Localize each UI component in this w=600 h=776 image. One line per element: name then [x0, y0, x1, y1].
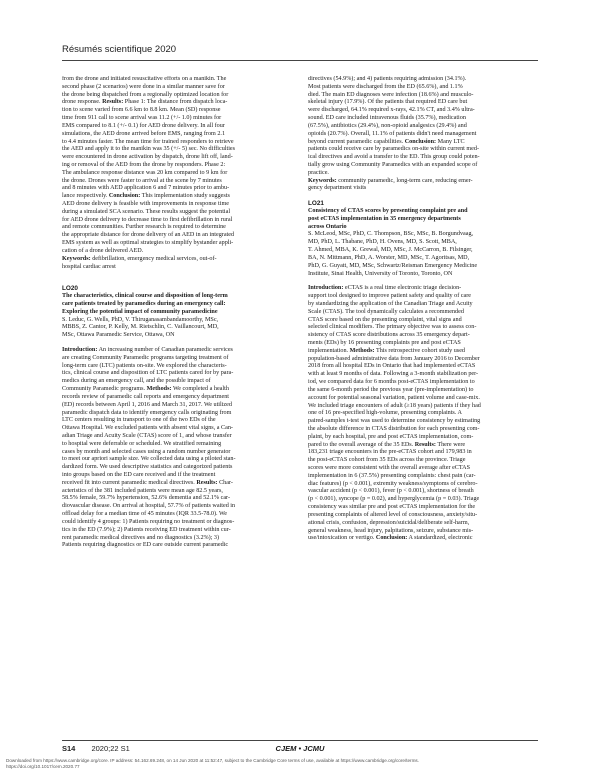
text-line: sound. ED care included intravenous fluids (35.7%), medication [308, 115, 466, 122]
text-line: paired-samples t-test was used to determine consistency by estimating [308, 418, 481, 425]
author-line: MD, PhD, L. Thabane, PhD, H. Ovens, MD, S. Scott, MBA, [308, 239, 457, 246]
text-line: during a simulated SCA scenario. These results suggest the potential [62, 208, 231, 215]
author-line: BA, N. Mittmann, PhD, A. Worster, MD, MSc, T. Agoritsas, MD, [308, 254, 470, 261]
footer-divider [62, 740, 538, 741]
text-line: The ambulance response distance was 20 km compared to 9 km for [62, 169, 228, 176]
text-line: plaint, by each hospital, pre and post eCTAS implementation, com- [308, 433, 474, 440]
text-line: Introduction: eCTAS is a real time electronic triage decision- [308, 285, 462, 292]
text-line: 2018 from all hospital EDs in Ontario that had implemented eCTAS [308, 363, 476, 370]
introduction-label: Introduction: [62, 347, 98, 353]
text-line: patients could receive care by paramedics on-site within current med- [308, 146, 480, 153]
methods-label: Methods: [349, 347, 375, 354]
doi-link[interactable]: https://doi.org/10.1017/cem.2020.77 [6, 764, 80, 770]
text-line: died. The main ED diagnoses were infection (18.6%) and musculo- [308, 91, 474, 98]
text-line: to 4.4 minutes faster. The mean time for trained responders to retrieve [62, 138, 234, 145]
text-line: adian Triage and Acuity Scale (CTAS) score of 1, and whose transfer [62, 432, 232, 439]
text-line: the post-eCTAS cohort from 35 EDs across the province. Triage [308, 457, 466, 464]
author-line: MBBS, Z. Cantor, P. Kelly, M. Rietschlin, C. Vaillancourt, MD, [62, 324, 219, 331]
page-number: S14 [62, 744, 76, 753]
text-line: and remote communities. Further research is required to determine [62, 224, 226, 231]
text-line: EMS system as well as optimal strategies to simplify bystander appli- [62, 240, 234, 247]
abstract-title-line: Exploring the potential impact of community paramedicine [62, 308, 218, 315]
text-line: pared to the overall average of the 35 EDs. Results: There were [308, 441, 466, 448]
text-line: general weakness, head injury, palpitations, seizure, substance mis- [308, 527, 474, 534]
text-line: ical directives and avoid a transfer to the ED. This group could poten- [308, 154, 480, 161]
text-line: drone response. Results: Phase 1: The distance from dispatch loca- [62, 99, 228, 106]
text-line: dardized form. We used descriptive statistics and categorized patients [62, 464, 233, 471]
author-line: PhD, G. Guyatt, MD, MSc, Schwartz/Reisman Emergency Medicine [308, 262, 478, 269]
text-line: cation of a drone delivered AED. [62, 247, 144, 254]
text-line: scores were more consistent with the overall average after eCTAS [308, 465, 471, 471]
text-line: could identify 4 groups: 1) Patients requiring no treatment or diagnos- [62, 518, 235, 525]
text-line: practice. [308, 169, 329, 176]
results-label: Results: [196, 479, 218, 486]
text-line: with at least 9 months of data. Following a 3-month stabilization per- [308, 371, 479, 378]
text-line: acteristics of the 381 included patients were mean age 82.5 years, [62, 487, 223, 494]
text-line: ing or removal of the AED from the drone by responders. Phase 2: [62, 161, 226, 168]
text-line: the same 6-month period the previous year (pre-implementation) to [308, 386, 474, 393]
text-line: the drone being dispatched from a regionally optimized location for [62, 91, 229, 98]
text-line: beyond current paramedic capabilities. Conclusion: Many LTC [308, 138, 465, 145]
header-divider [62, 60, 538, 61]
text-line: time from 911 call to scene arrival was 11.2 (+/- 1.0) minutes for [62, 115, 222, 122]
spacer [62, 340, 292, 347]
author-line: T. Ahmed, MBA, K. Grewal, MD, MSc, J. McCarron, B. Filsinger, [308, 247, 473, 254]
text-line: ational crisis, confusion, depression/suicidal/deliberate self-harm, [308, 519, 470, 526]
text-line: the absolute difference in CTAS distribution for each presenting com- [308, 425, 480, 432]
text-line: second phase (2 scenarios) were done in a similar manner save for [62, 83, 225, 90]
download-line[interactable]: Downloaded from https://www.cambridge.org/core. IP address: 54.162.69.248, on 14 Jun 2020 at 11:52:47, subject to the Cambridge Core terms of use, available at https://www.cambridge.org/core/terms. [6, 758, 419, 763]
text-line: tics in the ED (7.9%); 2) Patients receiving ED treatment within cur- [62, 526, 231, 533]
text-line: gency department visits [308, 185, 367, 192]
text-line: population-based administrative data from January 2016 to December [308, 355, 480, 362]
text-line: implementation in 6 (37.5%) presenting complaints: chest pain (car- [308, 472, 476, 479]
text-line: Patients requiring diagnostics or ED care outside current paramedic [62, 542, 229, 549]
text-line: simulations, the AED drone arrived before EMS, ranging from 2.1 [62, 130, 226, 137]
left-column [62, 76, 292, 716]
abstract-title-line: The characteristics, clinical course and disposition of long-term [62, 293, 228, 300]
text-line: 183,231 triage encounters in the pre-eCTAS cohort and 179,983 in [308, 449, 472, 456]
results-label: Results: [102, 99, 124, 106]
text-line: tially grow using Community Paramedics with an expanded scope of [308, 161, 478, 168]
text-line: medics during an emergency call, and the possible impact of [62, 378, 211, 385]
text-line: tics, clinical course and disposition of LTC patients cared for by para- [62, 370, 234, 377]
abstract-id-lo21: LO21 [308, 200, 324, 208]
spacer [308, 193, 538, 200]
text-line: account for potential seasonal variation, patient volume and case-mix. [308, 394, 480, 401]
keywords-label: Keywords: [308, 177, 337, 184]
text-line: paramedic dispatch data to identify emergency calls originating from [62, 409, 232, 416]
text-line: Ottawa Hospital. We excluded patients with absent vital signs, a Can- [62, 425, 233, 432]
conclusion-label: Conclusion: [404, 138, 437, 145]
text-line: selected clinical modifiers. The primary objective was to assess con- [308, 324, 477, 331]
text-line: to hospital were deferrable or scheduled. We stratified remaining [62, 440, 222, 447]
text-line: (ED) records between April 1, 2016 and March 31, 2017. We utilized [62, 401, 232, 408]
introduction-label: Introduction: [308, 285, 344, 292]
text-line: the AED and apply it to the manikin was 35 (+/- 5) sec. No difficulties [62, 146, 236, 153]
text-line: tion to scene varied from 6.6 km to 8.8 km. Mean (SD) response [62, 107, 221, 114]
text-line: by standardizing the application of the Canadian Triage and Acuity [308, 300, 473, 307]
text-line: Community Paramedic programs. Methods: We completed a health [62, 386, 229, 393]
text-line: support tool designed to improve patient safety and quality of care [308, 293, 472, 300]
conclusion-label: Conclusion: [375, 535, 408, 542]
author-line: MSc, Ottawa Paramedic Service, Ottawa, ON [62, 332, 175, 339]
text-line: LTC centers resulting in transport to one of the two EDs of the [62, 417, 216, 424]
spacer [62, 271, 292, 278]
text-line: Introduction: An increasing number of Canadian paramedic services [62, 347, 233, 353]
text-line: ments (EDs) by 16 presenting complaints pre and post eCTAS [308, 340, 461, 346]
text-line: 58.5% female, 59.7% hypertension, 52.6% dementia and 52.1% car- [62, 495, 231, 502]
text-line: Keywords: community paramedic, long-term care, reducing emer- [308, 177, 473, 184]
text-line: long-term care (LTC) patients on-site. We explored the characteris- [62, 362, 227, 369]
abstract-title-line: post eCTAS implementation in 35 emergency departments [308, 215, 461, 222]
text-line: lance respectively. Conclusion: This implementation study suggests [62, 193, 230, 200]
running-header: Résumés scientifique 2020 [62, 44, 177, 55]
text-line: records review of paramedic call reports and emergency department [62, 393, 229, 400]
text-line: are creating Community Paramedic programs targeting treatment of [62, 354, 229, 361]
abstract-title-line: Consistency of CTAS scores by presenting complaint pre and [308, 208, 468, 214]
text-line: directives (54.9%); and 4) patients requiring admission (34.1%). [308, 76, 467, 82]
text-line: Keywords: defibrillation, emergency medical services, out-of- [62, 255, 217, 262]
text-line: to meet our apriori sample size. We collected data using a piloted stan- [62, 456, 236, 463]
abstract-id-lo20: LO20 [62, 285, 78, 293]
text-line: were encountered in drone activation by dispatch, drone lift off, land- [62, 154, 233, 161]
author-line: Institute, Sinai Health, University of Toronto, Toronto, ON [308, 270, 453, 277]
text-line: consistency was similar pre and post eCTAS implementation for the [308, 504, 476, 511]
download-notice [6, 758, 594, 771]
text-line: diovascular disease. On arrival at hospital, 57.7% of patients waited in [62, 503, 236, 510]
text-line: AED drone delivery is feasible with improvements in response time [62, 201, 229, 207]
journal-name: CJEM • JCMU [275, 744, 325, 753]
text-line: CTAS score based on the presenting complaint, vital signs and [308, 316, 462, 323]
text-line: EMS compared to 8.1 (+/- 0.1) for AED drone delivery. In all four [62, 122, 225, 129]
methods-label: Methods: [146, 386, 172, 393]
keywords-label: Keywords: [62, 255, 91, 262]
text-line: opioids (20.7%). Overall, 11.1% of patients didn't need management [308, 130, 477, 137]
conclusion-label: Conclusion: [108, 193, 141, 200]
text-line: cases by month and selected cases using a random number generator [62, 448, 231, 455]
right-column [308, 76, 538, 716]
text-line: Scale (CTAS). The tool dynamically calculates a recommended [308, 308, 464, 315]
text-line: implementation. Methods: This retrospective cohort study used [308, 347, 465, 354]
text-line: for AED drone delivery to decrease time to first defibrillation in rural [62, 216, 233, 223]
text-line: into groups based on the ED care received and if the treatment [62, 472, 216, 478]
text-line: offload delay for a median time of 45 minutes (IQR 33.5-78.0). We [62, 511, 228, 518]
text-line: (67.5%), antibiotics (29.4%), non-opioid analgesics (29.4%) and [308, 122, 467, 129]
text-line: hospital cardiac arrest [62, 263, 116, 270]
text-line: received fit into current paramedic medical directives. Results: Char- [62, 479, 233, 486]
text-line: from the drone and initiated resuscitative efforts on a manikin. The [62, 76, 227, 82]
issue-label: 2020;22 S1 [91, 744, 130, 753]
text-line: Most patients were discharged from the ED (65.6%), and 1.1% [308, 83, 463, 90]
text-line: skeletal injury (17.9%). Of the patients that required ED care but [308, 99, 468, 106]
text-line: use/intoxication or vertigo. Conclusion: A standardized, electronic [308, 535, 473, 542]
text-line: iod, we compared data for 6 months post-eCTAS implementation to [308, 379, 475, 386]
text-line: rent paramedic medical directives and no diagnostics (3.2%); 3) [62, 534, 220, 541]
text-line: (p < 0.001), syncope (p = 0.02), and hyperglycemia (p = 0.03). Triage [308, 496, 480, 503]
spacer [62, 278, 292, 285]
text-line: diac features) (p < 0.001), extremity weakness/symptoms of cerebro- [308, 480, 478, 487]
text-line: vascular accident (p < 0.001), fever (p < 0.001), shortness of breath [308, 488, 474, 495]
text-line: the drone. Drones were faster to arrival at the scene by 7 minutes [62, 177, 222, 184]
author-line: S. McLeod, MSc, PhD, C. Thompson, BSc, MSc, B. Borgundvaag, [308, 231, 474, 238]
text-line: presenting complaints of altered level of consciousness, anxiety/situ- [308, 511, 478, 518]
abstract-title-line: across Ontario [308, 223, 347, 230]
author-line: S. Leduc, G. Wells, PhD, V. Thiruganasambandamoorthy, MSc, [62, 316, 219, 323]
text-line: were discharged, 64.1% required x-rays, 42.1% CT, and 3.4% ultra- [308, 107, 475, 114]
abstract-title-line: care patients treated by paramedics during an emergency call: [62, 300, 226, 307]
text-line: and 8 minutes with AED application 6 and 7 minutes prior to ambu- [62, 185, 230, 192]
text-line: sistency of CTAS score distributions across 35 emergency depart- [308, 332, 470, 339]
spacer [308, 278, 538, 285]
text-line: We included triage encounters of adult (≥18 years) patients if they had [308, 402, 481, 409]
text-line: the appropriate distance for drone delivery of an AED in an integrated [62, 232, 235, 239]
results-label: Results: [414, 441, 436, 448]
text-line: one of 16 pre-specified high-volume, presenting complaints. A [308, 410, 462, 417]
